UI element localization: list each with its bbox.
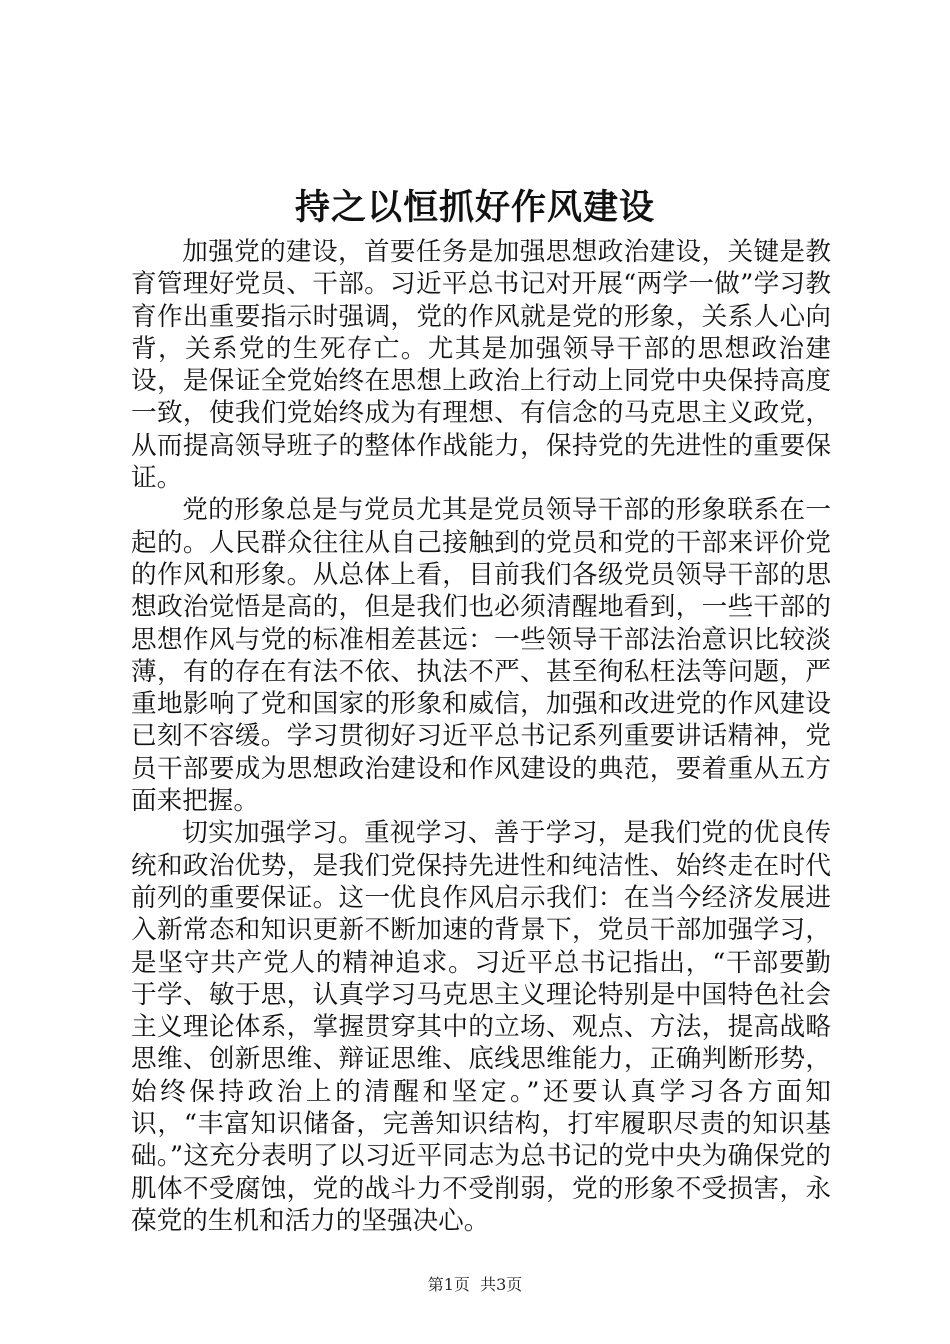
paragraph-1: 加强党的建设，首要任务是加强思想政治建设，关键是教育管理好党员、干部。习近平总书记对开展“两学一做”学习教育作出重要指示时强调，党的作风就是党的形象，关系人心向背，关系党的生死存亡。尤其是加强领导干部的思想政治建设，是保证全党始终在思想上政治上行动上同党中央保持高度一致，使我们党始终成为有理想、有信念的马克思主义政党，从而提高领导班子的整体作战能力，保持党的先进性的重要保证。 [131, 237, 831, 494]
page-total: 共3页 [480, 1275, 523, 1294]
document-body [131, 236, 831, 1237]
paragraph-3: 切实加强学习。重视学习、善于学习，是我们党的优良传统和政治优势，是我们党保持先进性和纯洁性、始终走在时代前列的重要保证。这一优良作风启示我们：在当今经济发展进入新常态和知识更新不断加速的背景下，党员干部加强学习，是坚守共产党人的精神追求。习近平总书记指出，“干部要勤于学、敏于思，认真学习马克思主义理论特别是中国特色社会主义理论体系，掌握贯穿其中的立场、观点、方法，提高战略思维、创新思维、辩证思维、底线思维能力，正确判断形势，始终保持政治上的清醒和坚定。”还要认真学习各方面知识，“丰富知识储备，完善知识结构，打牢履职尽责的知识基础。”这充分表明了以习近平同志为总书记的党中央为确保党的肌体不受腐蚀，党的战斗力不受削弱，党的形象不受损害，永葆党的生机和活力的坚强决心。 [131, 818, 831, 1236]
page-number: 第1页 [427, 1275, 470, 1294]
page-footer [0, 1275, 950, 1295]
paragraph-2: 党的形象总是与党员尤其是党员领导干部的形象联系在一起的。人民群众往往从自己接触到的党员和党的干部来评价党的作风和形象。从总体上看，目前我们各级党员领导干部的思想政治觉悟是高的，但是我们也必须清醒地看到，一些干部的思想作风与党的标准相差甚远：一些领导干部法治意识比较淡薄，有的存在有法不依、执法不严、甚至徇私枉法等问题，严重地影响了党和国家的形象和威信，加强和改进党的作风建设已刻不容缓。学习贯彻好习近平总书记系列重要讲话精神，党员干部要成为思想政治建设和作风建设的典范，要着重从五方面来把握。 [131, 495, 831, 817]
document-title: 持之以恒抓好作风建设 [294, 187, 655, 228]
